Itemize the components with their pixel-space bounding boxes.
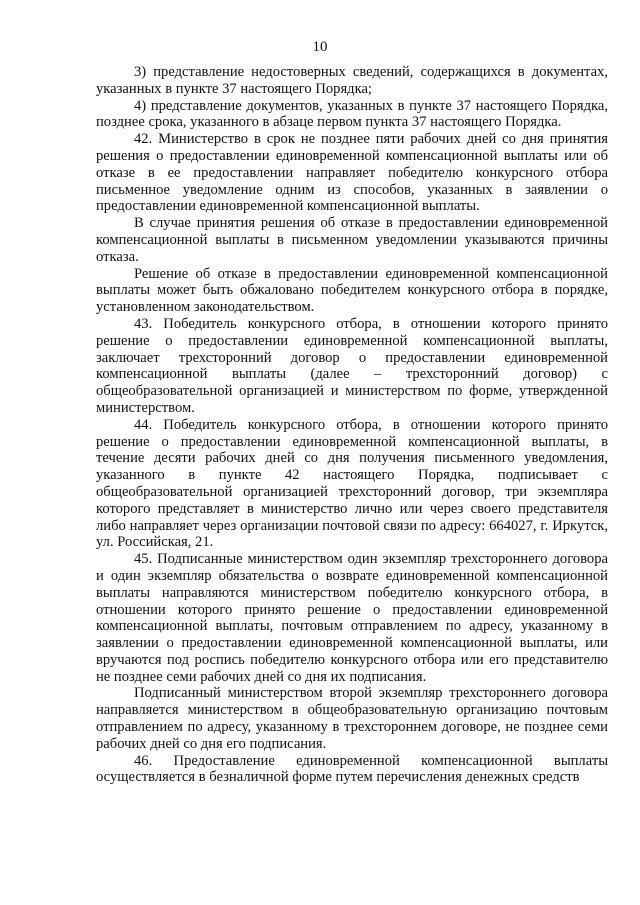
paragraph-42: 42. Министерство в срок не позднее пяти рабочих дней со дня принятия решения о предоставлении единовременной компенсационной выплаты или об отказе в ее предоставлении направляет победителю конкурсного отбора письменное уведомление одним из способов, указанных в заявлении о предоставлении единовременной компенсационной выплаты. (96, 131, 608, 215)
paragraph-45: 45. Подписанные министерством один экземпляр трехстороннего договора и один экземпляр обязательства о возврате единовременной компенсационной выплаты направляются министерством победителю конкурсного отбора, в отношении которого принято решение о предоставлении единовременной компенсационной выплаты, почтовым отправлением по адресу, указанному в заявлении о предоставлении единовременной компенсационной выплаты, или вручаются под роспись победителю конкурсного отбора или его представителю не позднее семи рабочих дней со дня их подписания. (96, 551, 608, 685)
paragraph-44: 44. Победитель конкурсного отбора, в отношении которого принято решение о предоставлении единовременной компенсационной выплаты, в течение десяти рабочих дней со дня получения письменного уведомления, указанного в пункте 42 настоящего Порядка, подписывает с общеобразовательной организацией трехсторонний договор, три экземпляра которого представляет в министерство лично или через своего представителя либо направляет через организации почтовой связи по адресу: 664027, г. Иркутск, ул. Российская, 21. (96, 416, 608, 551)
paragraph-43: 43. Победитель конкурсного отбора, в отношении которого принято решение о предоставлении единовременной компенсационной выплаты, заключает трехсторонний договор о предоставлении единовременной компенсационной выплаты (далее – трехсторонний договор) с общеобразовательной организацией и министерством по форме, утвержденной министерством. (96, 315, 608, 416)
paragraph-42-refusal-reasons: В случае принятия решения об отказе в предоставлении единовременной компенсационной выплаты в письменном уведомлении указываются причины отказа. (96, 215, 608, 265)
page-number: 10 (312, 39, 328, 55)
paragraph-46: 46. Предоставление единовременной компенсационной выплаты осуществляется в безналичной форме путем перечисления денежных средств (96, 752, 608, 786)
paragraph-42-appeal: Решение об отказе в предоставлении единовременной компенсационной выплаты может быть обжаловано победителем конкурсного отбора в порядке, установленном законодательством. (96, 265, 608, 316)
paragraph-item-3: 3) представление недостоверных сведений, содержащихся в документах, указанных в пункте 37 настоящего Порядка; (96, 64, 608, 97)
paragraph-45-second-copy: Подписанный министерством второй экземпляр трехстороннего договора направляется министерством в общеобразовательную организацию почтовым отправлением по адресу, указанному в трехстороннем договоре, не позднее семи рабочих дней со дня его подписания. (96, 685, 608, 752)
paragraph-item-4: 4) представление документов, указанных в пункте 37 настоящего Порядка, позднее срока, указанного в абзаце первом пункта 37 настоящего Порядка. (96, 97, 608, 131)
document-body (96, 64, 608, 786)
